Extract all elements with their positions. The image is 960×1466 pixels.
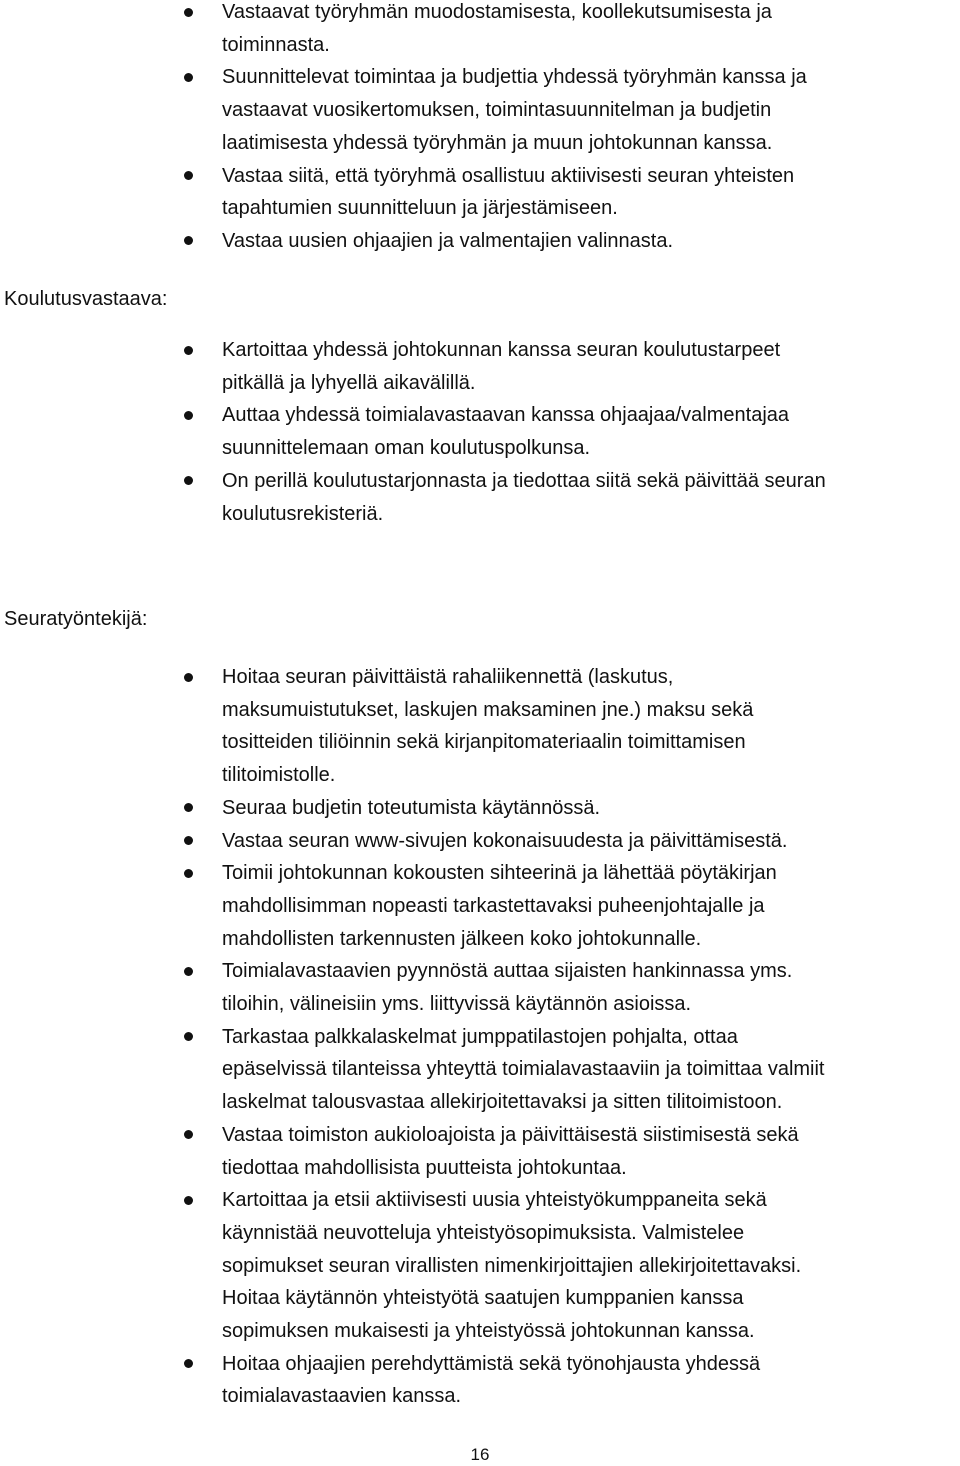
bullet-icon: [184, 1196, 193, 1205]
bullet-icon: [184, 803, 193, 812]
list-item-line: Hoitaa ohjaajien perehdyttämistä sekä työnohjausta yhdessä: [222, 1352, 761, 1375]
list-item-line: laskelmat talousvastaa allekirjoitettavaksi ja sitten tilitoimistoon.: [222, 1091, 783, 1114]
list-item: [0, 160, 960, 225]
list-item-line: Toimii johtokunnan kokousten sihteerinä ja lähettää pöytäkirjan: [222, 862, 777, 885]
list-item: [0, 465, 960, 530]
seuratyontekija-list: [0, 661, 960, 1413]
list-item: [0, 1021, 960, 1119]
bullet-icon: [184, 73, 193, 82]
list-item-line: toimialavastaavien kanssa.: [222, 1385, 462, 1408]
list-item-line: tiloihin, välineisiin yms. liittyvissä käytännön asioissa.: [222, 993, 692, 1016]
bullet-icon: [184, 346, 193, 355]
bullet-icon: [184, 411, 193, 420]
list-item-line: Kartoittaa ja etsii aktiivisesti uusia yhteistyökumppaneita sekä: [222, 1189, 767, 1212]
list-item-line: sopimuksen mukaisesti ja yhteistyössä johtokunnan kanssa.: [222, 1320, 755, 1343]
bullet-icon: [184, 1032, 193, 1041]
list-item-line: mahdollisimman nopeasti tarkastettavaksi puheenjohtajalle ja: [222, 894, 765, 917]
bullet-icon: [184, 1359, 193, 1368]
list-item: [0, 825, 960, 858]
list-item: [0, 661, 960, 792]
bullet-icon: [184, 836, 193, 845]
list-item-line: laatimisesta yhdessä työryhmän ja muun johtokunnan kanssa.: [222, 131, 773, 154]
list-item-line: Tarkastaa palkkalaskelmat jumppatilastojen pohjalta, ottaa: [222, 1025, 738, 1048]
list-item-line: Toimialavastaavien pyynnöstä auttaa sijaisten hankinnassa yms.: [222, 960, 793, 983]
list-item-line: Vastaa toimiston aukioloajoista ja päivittäisestä siistimisestä sekä: [222, 1123, 799, 1146]
list-item-line: Hoitaa seuran päivittäistä rahaliikennettä (laskutus,: [222, 666, 674, 688]
list-item: [0, 1119, 960, 1184]
bullet-icon: [184, 236, 193, 245]
list-item-line: Vastaa uusien ohjaajien ja valmentajien valinnasta.: [222, 229, 674, 252]
list-item: [0, 955, 960, 1020]
seuratyontekija-heading: Seuratyöntekijä:: [4, 608, 148, 630]
list-item-line: koulutusrekisteriä.: [222, 502, 384, 525]
list-item-line: Hoitaa käytännön yhteistyötä saatujen kumppanien kanssa: [222, 1287, 744, 1310]
page-number: 16: [470, 1445, 490, 1464]
koulutusvastaava-heading: Koulutusvastaava:: [4, 288, 168, 310]
list-item-line: Suunnittelevat toimintaa ja budjettia yhdessä työryhmän kanssa ja: [222, 66, 807, 89]
list-item-line: toiminnasta.: [222, 33, 330, 56]
bullet-icon: [184, 1130, 193, 1139]
board-responsibilities-list: [0, 0, 960, 258]
list-item-line: On perillä koulutustarjonnasta ja tiedottaa siitä sekä päivittää seuran: [222, 469, 826, 492]
list-item-line: maksumuistutukset, laskujen maksaminen jne.) maksu sekä: [222, 698, 754, 721]
list-item: [0, 1348, 960, 1413]
list-item: [0, 857, 960, 955]
bullet-icon: [184, 869, 193, 878]
list-item: [0, 1184, 960, 1348]
list-item: [0, 61, 960, 159]
list-item-line: tiedottaa mahdollisista puutteista johtokuntaa.: [222, 1156, 627, 1179]
list-item-line: Auttaa yhdessä toimialavastaavan kanssa ohjaajaa/valmentajaa: [222, 404, 790, 427]
list-item-line: tositteiden tiliöinnin sekä kirjanpitomateriaalin toimittamisen: [222, 731, 746, 754]
list-item-line: Seuraa budjetin toteutumista käytännössä.: [222, 796, 601, 819]
bullet-icon: [184, 171, 193, 180]
bullet-icon: [184, 476, 193, 485]
list-item-line: Vastaavat työryhmän muodostamisesta, koollekutsumisesta ja: [222, 1, 772, 23]
list-item: [0, 399, 960, 464]
list-item-line: mahdollisten tarkennusten jälkeen koko johtokunnalle.: [222, 927, 702, 950]
list-item-line: tilitoimistolle.: [222, 764, 336, 787]
list-item-line: suunnittelemaan oman koulutuspolkunsa.: [222, 437, 591, 460]
list-item-line: Vastaa siitä, että työryhmä osallistuu aktiivisesti seuran yhteisten: [222, 164, 795, 187]
list-item: [0, 225, 960, 258]
list-item-line: tapahtumien suunnitteluun ja järjestämiseen.: [222, 197, 618, 220]
bullet-icon: [184, 673, 193, 682]
list-item-line: sopimukset seuran virallisten nimenkirjoittajien allekirjoitettavaksi.: [222, 1254, 802, 1277]
list-item-line: pitkällä ja lyhyellä aikavälillä.: [222, 371, 476, 394]
list-item-line: epäselvissä tilanteissa yhteyttä toimialavastaaviin ja toimittaa valmiit: [222, 1058, 825, 1081]
list-item-line: Kartoittaa yhdessä johtokunnan kanssa seuran koulutustarpeet: [222, 339, 781, 361]
bullet-icon: [184, 8, 193, 17]
list-item: [0, 334, 960, 399]
list-item-line: vastaavat vuosikertomuksen, toimintasuunnitelman ja budjetin: [222, 99, 772, 122]
bullet-icon: [184, 967, 193, 976]
list-item-line: Vastaa seuran www-sivujen kokonaisuudesta ja päivittämisestä.: [222, 829, 788, 852]
list-item-line: käynnistää neuvotteluja yhteistyösopimuksista. Valmistelee: [222, 1221, 745, 1244]
list-item: [0, 0, 960, 61]
koulutusvastaava-list: [0, 334, 960, 530]
list-item: [0, 792, 960, 825]
